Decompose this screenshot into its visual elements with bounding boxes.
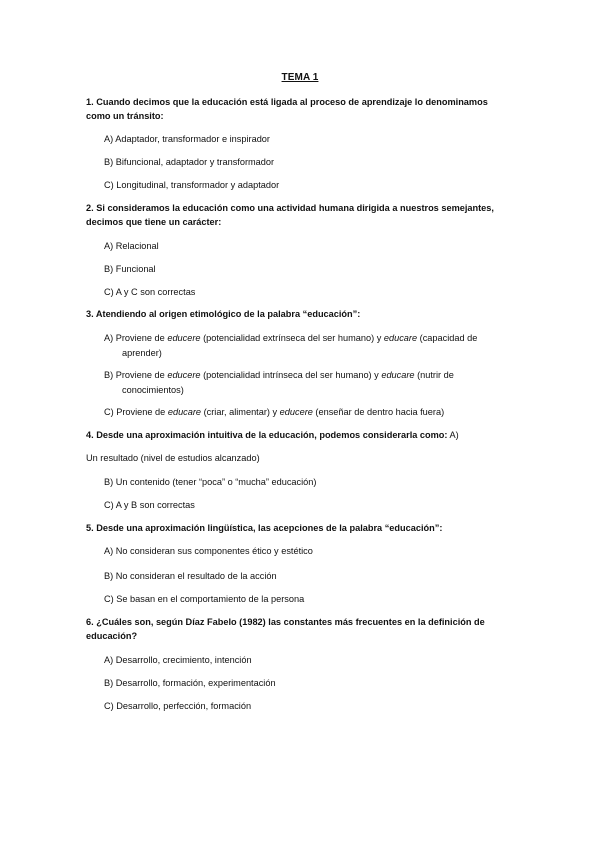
question-4-text: 4. Desde una aproximación intuitiva de la educación, podemos considerarla como: A)	[86, 430, 459, 440]
question-3-option-b: B) Proviene de educere (potencialidad intrínseca del ser humano) y educare (nutrir de	[104, 370, 454, 380]
question-1-option-a: A) Adaptador, transformador e inspirador	[104, 134, 270, 144]
question-2-text-cont: decimos que tiene un carácter:	[86, 217, 222, 227]
question-3-text: 3. Atendiendo al origen etimológico de la palabra “educación”:	[86, 309, 361, 319]
question-1-option-b: B) Bifuncional, adaptador y transformador	[104, 157, 275, 167]
question-6-option-a: A) Desarrollo, crecimiento, intención	[104, 655, 252, 665]
question-2-option-b: B) Funcional	[104, 264, 156, 274]
question-3-option-b-cont: conocimientos)	[122, 385, 184, 395]
question-5-option-b: B) No consideran el resultado de la acción	[104, 571, 277, 581]
question-3-option-c: C) Proviene de educare (criar, alimentar) y educere (enseñar de dentro hacia fuera)	[104, 407, 445, 417]
question-3-option-a-cont: aprender)	[122, 348, 162, 358]
question-4-option-a-cont: Un resultado (nivel de estudios alcanzado)	[86, 453, 260, 463]
question-1-text: 1. Cuando decimos que la educación está ligada al proceso de aprendizaje lo denominamos	[86, 97, 488, 107]
question-6-text-cont: educación?	[86, 631, 138, 641]
question-2-option-c: C) A y C son correctas	[104, 287, 196, 297]
question-2-option-a: A) Relacional	[104, 241, 159, 251]
question-6-option-b: B) Desarrollo, formación, experimentación	[104, 678, 276, 688]
question-4-option-b: B) Un contenido (tener “poca” o “mucha” educación)	[104, 477, 317, 487]
question-5-option-a: A) No consideran sus componentes ético y estético	[104, 546, 313, 556]
page-title: TEMA 1	[281, 72, 319, 83]
question-6-text: 6. ¿Cuáles son, según Díaz Fabelo (1982) las constantes más frecuentes en la definición de	[86, 617, 485, 627]
question-5-text: 5. Desde una aproximación lingüística, las acepciones de la palabra “educación”:	[86, 523, 443, 533]
question-1-option-c: C) Longitudinal, transformador y adaptador	[104, 180, 280, 190]
question-6-option-c: C) Desarrollo, perfección, formación	[104, 701, 252, 711]
question-5-option-c: C) Se basan en el comportamiento de la persona	[104, 594, 305, 604]
question-3-option-a: A) Proviene de educere (potencialidad extrínseca del ser humano) y educare (capacidad de	[104, 333, 478, 343]
question-1-text-cont: como un tránsito:	[86, 111, 164, 121]
question-4-option-c: C) A y B son correctas	[104, 500, 195, 510]
question-2-text: 2. Si consideramos la educación como una actividad humana dirigida a nuestros semejantes,	[86, 203, 494, 213]
